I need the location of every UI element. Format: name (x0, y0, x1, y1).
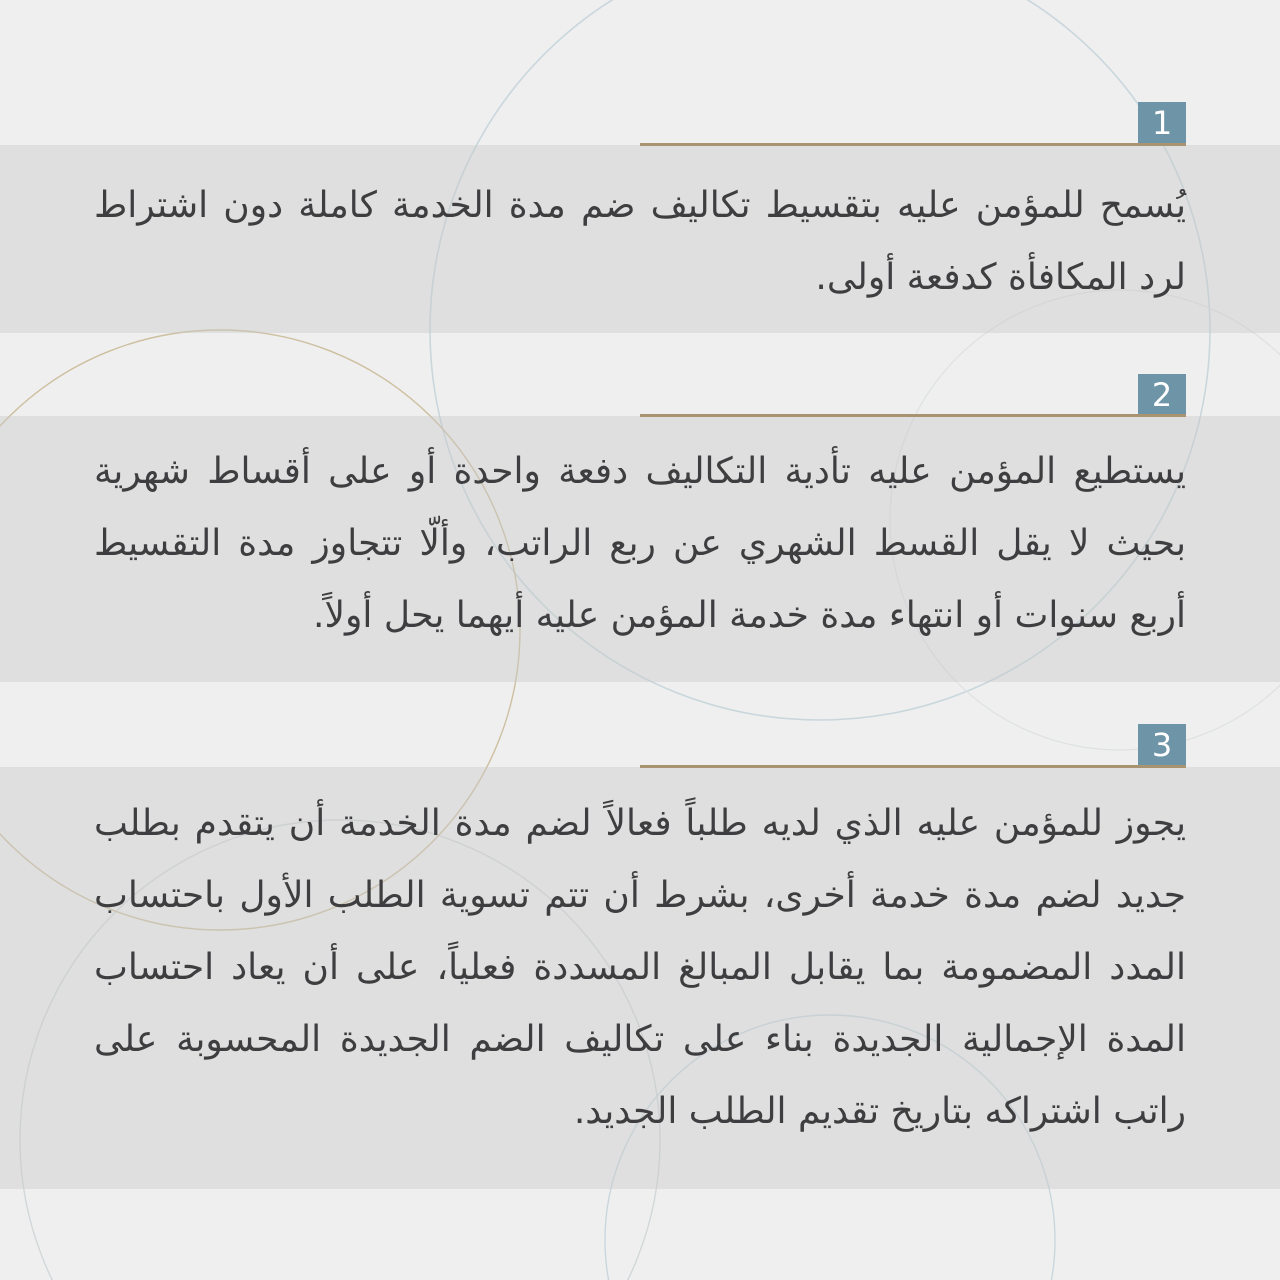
section-1-number-badge: 1 (1138, 102, 1186, 144)
section-2-divider (640, 414, 1186, 417)
section-3-divider (640, 765, 1186, 768)
section-2-number-badge: 2 (1138, 374, 1186, 416)
section-3-text: يجوز للمؤمن عليه الذي لديه طلباً فعالاً لضم مدة الخدمة أن يتقدم بطلب جديد لضم مدة خدمة أخرى، بشرط أن تتم تسوية الطلب الأول باحتساب المدد المضمومة بما يقابل المبالغ المسددة فعلياً، على أن يعاد احتساب المدة الإجمالية الجديدة بناء على تكاليف الضم الجديدة المحسوبة على راتب اشتراكه بتاريخ تقديم الطلب الجديد. (94, 803, 1186, 1132)
section-3-number-badge: 3 (1138, 724, 1186, 766)
section-1-divider (640, 143, 1186, 146)
section-2-text: يستطيع المؤمن عليه تأدية التكاليف دفعة واحدة أو على أقساط شهرية بحيث لا يقل القسط الشهري عن ربع الراتب، وألّا تتجاوز مدة التقسيط أربع سنوات أو انتهاء مدة خدمة المؤمن عليه أيهما يحل أولاً. (94, 451, 1186, 636)
section-1-text: يُسمح للمؤمن عليه بتقسيط تكاليف ضم مدة الخدمة كاملة دون اشتراط لرد المكافأة كدفعة أولى. (94, 185, 1186, 298)
